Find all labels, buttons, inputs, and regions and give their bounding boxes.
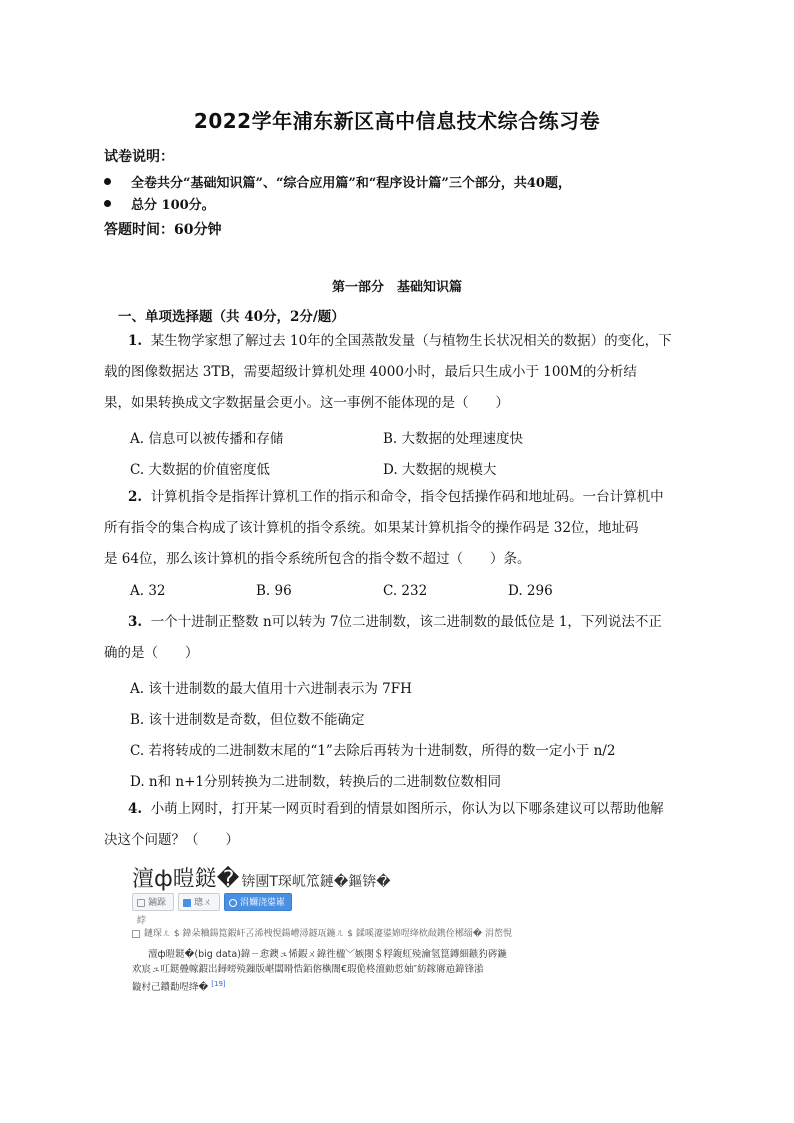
- question-2-option-d: D. 296: [508, 583, 553, 599]
- bullet-dot-icon: [104, 200, 111, 207]
- question-2-option-c: C. 232: [383, 583, 428, 599]
- reference-link[interactable]: [19]: [211, 980, 226, 988]
- screenshot-title: 澶ф暟鎹� 锛團T琛屼笟鏈�鏂锛�: [132, 867, 391, 892]
- question-1: 1. 某生物学家想了解过去 10年的全国蒸散发量（与植物生长状况相关的数据）的变化，下: [128, 333, 672, 349]
- question-2-line-3: 是 64位，那么该计算机的指令系统所包含的指令数不超过（ ）条。: [104, 551, 531, 567]
- screenshot-feedback-button: 涓嬭浇鍙嶉: [224, 893, 292, 911]
- question-3-option-b: B. 该十进制数是奇数，但位数不能确定: [130, 712, 365, 728]
- question-2: 2. 计算机指令是指挥计算机工作的指示和命令，指令包括操作码和地址码。一台计算机中: [128, 489, 664, 505]
- screenshot-info-line: 鏈琛ㄦ $ 鍏朵粬鍚箟鍜屽叾浠栧悓鍚嶆潯鐩瓨鍦ㄦ $ 鍒嗘瀽鍙婂喅绛栨敮鎸佺郴缁� 涓嶅悓: [132, 926, 512, 939]
- question-4: 4. 小萌上网时，打开某一网页时看到的情景如图所示，你认为以下哪条建议可以帮助他解: [128, 801, 664, 817]
- question-1-option-a: A. 信息可以被传播和存储: [130, 431, 284, 447]
- question-1-line-3: 果，如果转换成文字数据量会更小。这一事例不能体现的是（ ）: [104, 395, 509, 411]
- screenshot-para-line-3: 鏇村己鐨勫喅绛� [19]: [132, 980, 226, 994]
- question-3: 3. 一个十进制正整数 n可以转为 7位二进制数，该二进制数的最低位是 1，下列说法不正: [128, 614, 662, 630]
- info-circle-icon: [229, 899, 237, 907]
- question-1-line-2: 载的图像数据达 3TB，需要超级计算机处理 4000小时，最后只生成小于 100M的分析结: [104, 364, 637, 380]
- question-3-option-d: D. n和 n+1分别转换为二进制数，转换后的二进制数位数相同: [130, 774, 502, 790]
- screenshot-discuss-button: 璁ㄨ: [178, 893, 220, 911]
- question-3-option-c: C. 若将转成的二进制数末尾的“1”去除后再转为十进制数，所得的数一定小于 n/2: [130, 743, 616, 759]
- instruction-bullet-2: 总分 100分。: [104, 194, 215, 213]
- question-2-option-a: A. 32: [130, 583, 166, 599]
- doc-icon: [132, 930, 140, 938]
- question-1-option-c: C. 大数据的价值密度低: [130, 462, 270, 478]
- instructions-label: 试卷说明：: [104, 149, 174, 165]
- speaker-icon: [137, 899, 145, 907]
- question-3-option-a: A. 该十进制数的最大值用十六进制表示为 7FH: [130, 681, 412, 697]
- section-title: 第一部分 基础知识篇: [331, 280, 462, 295]
- question-1-option-b: B. 大数据的处理速度快: [383, 431, 524, 447]
- question-4-line-2: 决这个问题？（ ）: [104, 832, 239, 848]
- bullet-dot-icon: [104, 178, 111, 185]
- time-label: 答题时间：60分钟: [104, 222, 222, 238]
- question-2-option-b: B. 96: [256, 583, 292, 599]
- question-1-option-d: D. 大数据的规模大: [383, 462, 497, 478]
- exam-title: 2022学年浦东新区高中信息技术综合练习卷: [193, 109, 601, 133]
- subsection-title: 一、单项选择题（共 40分，2分/题）: [118, 309, 345, 325]
- screenshot-para-line-1: 澶ф暟鎹�(big data)鍏ㄧ悆鐭ュ悕鍜ㄨ鍏徃楹﹀嫉閿＄粰鍑虹殑瀹氫箟鏄細鏃犳硶鍦: [148, 949, 507, 960]
- question-3-line-2: 确的是（ ）: [104, 645, 199, 661]
- question-2-line-2: 所有指令的集合构成了该计算机的指令系统。如果某计算机指令的操作码是 32位，地址码: [104, 520, 639, 536]
- instruction-bullet-1: 全卷共分“基础知识篇”、“综合应用篇”和“程序设计篇”三个部分，共40题，: [104, 172, 571, 191]
- screenshot-para-line-2: 欢宸ュ叿鎹曡幏鍜岀鐞嗙殑鏁版嵁闆嗗悎銆傛槸闇€瑕佹柊澶勭悊妯″紡鎵嶈兘鍏锋湁: [132, 964, 484, 975]
- screenshot-collect-button: 鏀跺綍: [132, 893, 174, 911]
- comment-icon: [183, 899, 191, 907]
